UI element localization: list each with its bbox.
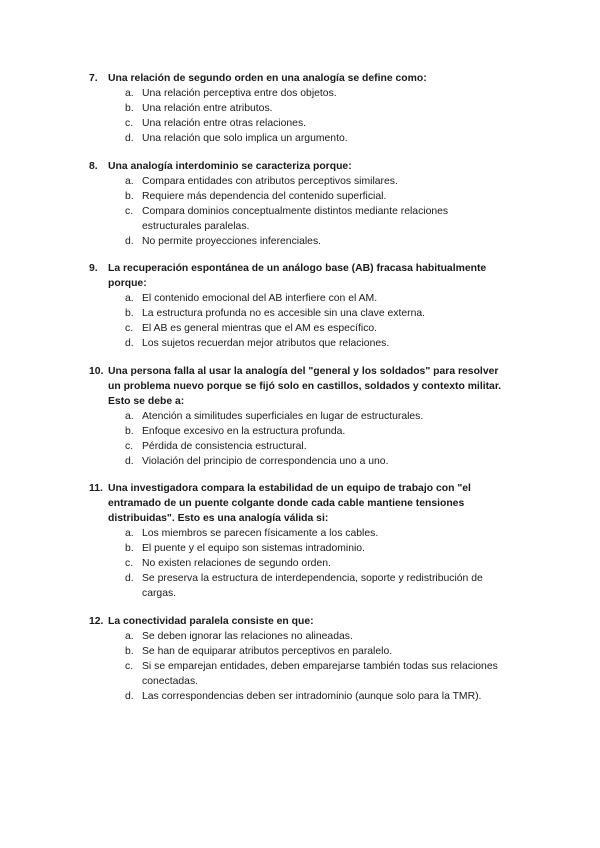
option-letter: d. [125,338,134,349]
option-d [89,234,509,249]
question-number: 11. [89,483,103,494]
option-list [89,526,509,601]
option-letter: c. [125,661,134,672]
option-text: El AB es general mientras que el AM es específico. [142,323,378,334]
option-letter: a. [125,293,134,304]
option-letter: c. [125,441,134,452]
option-d [89,131,509,146]
option-list [89,291,509,351]
option-letter: a. [125,88,134,99]
option-letter: b. [125,191,134,202]
option-d [89,336,509,351]
option-text: Si se emparejan entidades, deben emparejarse también todas sus relaciones conectadas. [142,661,498,687]
question-9 [89,261,509,351]
option-c [89,204,509,234]
option-list [89,629,509,704]
question-number: 7. [89,73,98,84]
option-text: El puente y el equipo son sistemas intradominio. [142,543,365,554]
question-text: Una relación de segundo orden en una analogía se define como: [108,73,427,84]
option-text: Los sujetos recuerdan mejor atributos que relaciones. [142,338,390,349]
option-text: No existen relaciones de segundo orden. [142,558,331,569]
option-list [89,409,509,469]
option-c [89,116,509,131]
question-number: 8. [89,161,98,172]
question-11 [89,481,509,601]
question-number: 9. [89,263,98,274]
option-c [89,659,509,689]
option-text: Se preserva la estructura de interdependencia, soporte y redistribución de cargas. [142,573,483,599]
question-heading [89,614,509,629]
option-text: Los miembros se parecen físicamente a los cables. [142,528,379,539]
option-text: Enfoque excesivo en la estructura profunda. [142,426,346,437]
option-letter: a. [125,528,134,539]
question-heading [89,71,509,86]
option-letter: c. [125,118,134,129]
option-text: Se han de equiparar atributos perceptivos en paralelo. [142,646,393,657]
option-a [89,291,509,306]
option-letter: d. [125,691,134,702]
option-a [89,86,509,101]
option-text: Compara entidades con atributos perceptivos similares. [142,176,398,187]
option-list [89,86,509,146]
option-letter: b. [125,103,134,114]
option-text: Una relación que solo implica un argumento. [142,133,348,144]
option-d [89,454,509,469]
option-b [89,424,509,439]
question-12 [89,614,509,704]
option-letter: d. [125,133,134,144]
option-letter: b. [125,426,134,437]
question-10 [89,364,509,469]
option-d [89,571,509,601]
option-text: Pérdida de consistencia estructural. [142,441,307,452]
option-b [89,101,509,116]
option-d [89,689,509,704]
option-letter: b. [125,543,134,554]
option-text: Una relación entre atributos. [142,103,273,114]
question-text: La recuperación espontánea de un análogo base (AB) fracasa habitualmente porque: [108,263,487,289]
option-text: Atención a similitudes superficiales en lugar de estructurales. [142,411,424,422]
question-text: Una investigadora compara la estabilidad de un equipo de trabajo con "el entramado de un puente colgante donde cada cable mantiene tensiones distribuidas". Esto es una analogía válida si: [108,483,471,524]
question-heading [89,261,509,291]
option-text: No permite proyecciones inferenciales. [142,236,322,247]
option-a [89,526,509,541]
option-letter: c. [125,323,134,334]
option-letter: b. [125,308,134,319]
option-letter: a. [125,631,134,642]
option-a [89,629,509,644]
option-text: Las correspondencias deben ser intradominio (aunque solo para la TMR). [142,691,482,702]
option-text: Requiere más dependencia del contenido superficial. [142,191,387,202]
option-c [89,556,509,571]
option-letter: d. [125,573,134,584]
option-c [89,439,509,454]
option-text: Compara dominios conceptualmente distintos mediante relaciones estructurales paralelas. [142,206,449,232]
question-text: Una persona falla al usar la analogía del "general y los soldados" para resolver un problema nuevo porque se fijó solo en castillos, soldados y contexto militar. Esto se debe a: [108,366,502,407]
option-letter: a. [125,176,134,187]
option-text: Una relación entre otras relaciones. [142,118,307,129]
option-c [89,321,509,336]
question-heading [89,481,509,526]
option-a [89,409,509,424]
option-text: Una relación perceptiva entre dos objetos. [142,88,337,99]
option-text: Se deben ignorar las relaciones no alineadas. [142,631,353,642]
option-text: La estructura profunda no es accesible sin una clave externa. [142,308,426,319]
question-text: La conectividad paralela consiste en que: [108,616,314,627]
option-letter: c. [125,206,134,217]
question-7 [89,71,509,146]
option-a [89,174,509,189]
option-text: Violación del principio de correspondencia uno a uno. [142,456,389,467]
question-text: Una analogía interdominio se caracteriza porque: [108,161,352,172]
option-b [89,644,509,659]
option-letter: c. [125,558,134,569]
question-number: 12. [89,616,104,627]
option-text: El contenido emocional del AB interfiere con el AM. [142,293,378,304]
question-number: 10. [89,366,104,377]
option-b [89,541,509,556]
option-letter: b. [125,646,134,657]
question-heading [89,364,509,409]
question-8 [89,159,509,249]
option-list [89,174,509,249]
option-letter: d. [125,236,134,247]
option-letter: d. [125,456,134,467]
option-letter: a. [125,411,134,422]
option-b [89,189,509,204]
question-heading [89,159,509,174]
option-b [89,306,509,321]
